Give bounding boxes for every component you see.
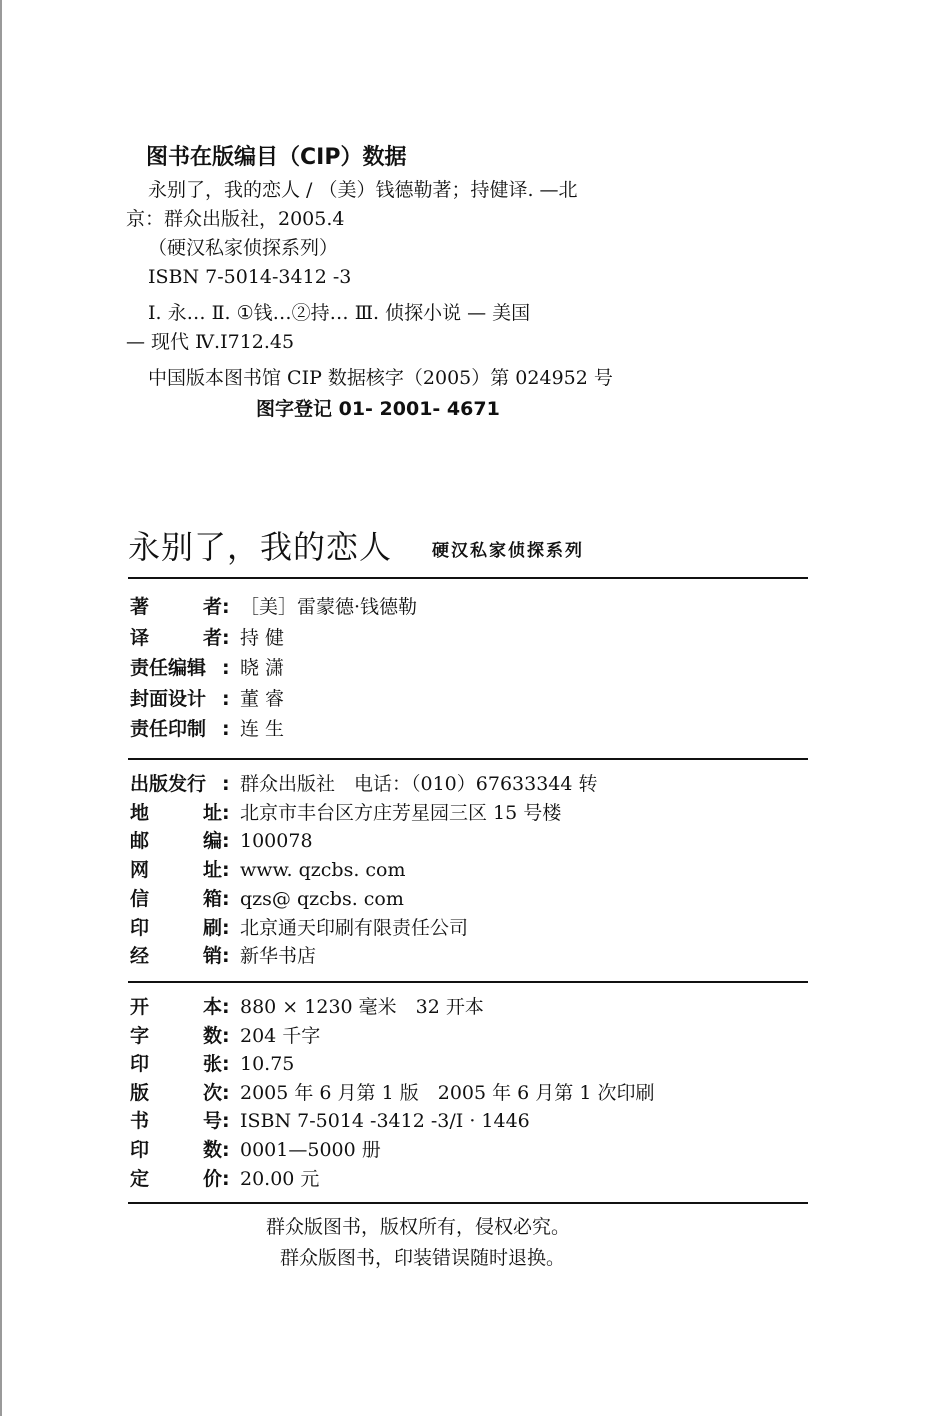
spec-value: 2005 年 6 月第 1 版 2005 年 6 月第 1 次印刷 [240,1081,655,1104]
credit-value: 晓 潇 [240,657,285,679]
spec-label: 书 号 [130,1110,222,1133]
exchange-line: 群众版图书，印装错误随时退换。 [280,1247,566,1269]
spec-row: 印 数 : 0001—5000 册 [130,1136,790,1165]
credit-row: 著 者 : ［美］雷蒙德·钱德勒 [130,592,790,623]
copyright-notice [266,1212,686,1274]
cip-classification-line-2: — 现代 Ⅳ.I712.45 [126,331,295,353]
credit-value: ［美］雷蒙德·钱德勒 [240,596,418,618]
credit-label: 责任印制 [130,718,207,740]
divider-rule [128,1202,808,1204]
book-title: 永别了，我的恋人 [128,528,393,566]
specs-block [130,993,790,1193]
publisher-row: 出版发行 : 群众出版社 电话：（010）67633344 转 [130,770,790,799]
book-title-row [128,522,778,572]
credit-label: 译 者 [130,626,222,649]
publisher-value: 群众出版社 电话：（010）67633344 转 [240,773,598,795]
spec-row: 字 数 : 204 千字 [130,1022,790,1051]
divider-rule [128,577,808,579]
registration-number: 图字登记 01- 2001- 4671 [256,398,500,420]
publisher-row: 地 址 : 北京市丰台区方庄芳星园三区 15 号楼 [130,799,790,828]
publisher-label: 邮 编 [130,830,222,853]
cip-publisher-line: 京：群众出版社，2005.4 [126,208,345,230]
credit-label: 责任编辑 [130,657,207,679]
spec-row: 版 次 : 2005 年 6 月第 1 版 2005 年 6 月第 1 次印刷 [130,1079,790,1108]
cip-title-line: 永别了，我的恋人 / （美）钱德勒著；持健译. —北 [148,179,578,201]
cip-data-block [126,140,686,425]
credit-label: 封面设计 [130,687,207,710]
series-name: 硬汉私家侦探系列 [432,541,584,561]
credit-value: 持 健 [240,626,285,649]
credit-value: 连 生 [240,718,285,740]
publisher-block [130,770,790,971]
divider-rule [128,981,808,983]
spec-row: 书 号 : ISBN 7-5014 -3412 -3/I · 1446 [130,1107,790,1136]
spec-label: 开 本 [130,996,222,1018]
publisher-row: 印 刷 : 北京通天印刷有限责任公司 [130,914,790,943]
cip-classification-line: Ⅰ. 永… Ⅱ. ①钱…②持… Ⅲ. 侦探小说 — 美国 [148,302,531,324]
publisher-label: 地 址 [130,801,222,824]
email-value: qzs@ qzcbs. com [240,887,404,910]
spec-label: 字 数 [130,1024,222,1047]
copyright-line: 群众版图书，版权所有，侵权必究。 [266,1216,571,1238]
cip-isbn-line: ISBN 7-5014-3412 -3 [148,266,352,288]
spec-value: ISBN 7-5014 -3412 -3/I · 1446 [240,1110,530,1133]
credit-row: 责任编辑 : 晓 潇 [130,653,790,684]
cip-heading: 图书在版编目（CIP）数据 [146,145,407,170]
publisher-row: 信 箱 : qzs@ qzcbs. com [130,885,790,914]
postcode-value: 100078 [240,830,313,853]
spec-label: 版 次 [130,1081,222,1104]
divider-rule [128,758,808,760]
cip-series-line: （硬汉私家侦探系列） [148,237,339,259]
credit-row: 责任印制 : 连 生 [130,714,790,745]
website-value: www. qzcbs. com [240,859,406,882]
spec-value: 880 × 1230 毫米 32 开本 [240,996,484,1018]
spec-row: 印 张 : 10.75 [130,1050,790,1079]
publisher-row: 网 址 : www. qzcbs. com [130,856,790,885]
publisher-label: 经 销 [130,945,222,968]
cip-verification-line: 中国版本图书馆 CIP 数据核字（2005）第 024952 号 [148,367,613,389]
spec-label: 印 数 [130,1138,222,1161]
publisher-row: 邮 编 : 100078 [130,827,790,856]
credit-value: 董 睿 [240,687,285,710]
publisher-row: 经 销 : 新华书店 [130,942,790,971]
price-value: 20.00 元 [240,1167,320,1190]
spec-row: 开 本 : 880 × 1230 毫米 32 开本 [130,993,790,1022]
page-left-edge [0,0,2,1416]
publisher-label: 印 刷 [130,916,222,939]
spec-value: 0001—5000 册 [240,1138,381,1161]
spec-label: 印 张 [130,1053,222,1076]
credit-row: 译 者 : 持 健 [130,623,790,654]
publisher-label: 信 箱 [130,887,222,910]
publisher-label: 出版发行 [130,773,207,795]
printer-value: 北京通天印刷有限责任公司 [240,916,469,939]
credits-block [130,592,790,745]
distributor-value: 新华书店 [240,945,317,968]
spec-value: 204 千字 [240,1024,321,1047]
spec-value: 10.75 [240,1053,295,1076]
spec-row: 定 价 : 20.00 元 [130,1165,790,1194]
publisher-label: 网 址 [130,859,222,882]
address-value: 北京市丰台区方庄芳星园三区 15 号楼 [240,801,562,824]
credit-row: 封面设计 : 董 睿 [130,684,790,715]
credit-label: 著 者 [130,596,222,618]
spec-label: 定 价 [130,1167,222,1190]
